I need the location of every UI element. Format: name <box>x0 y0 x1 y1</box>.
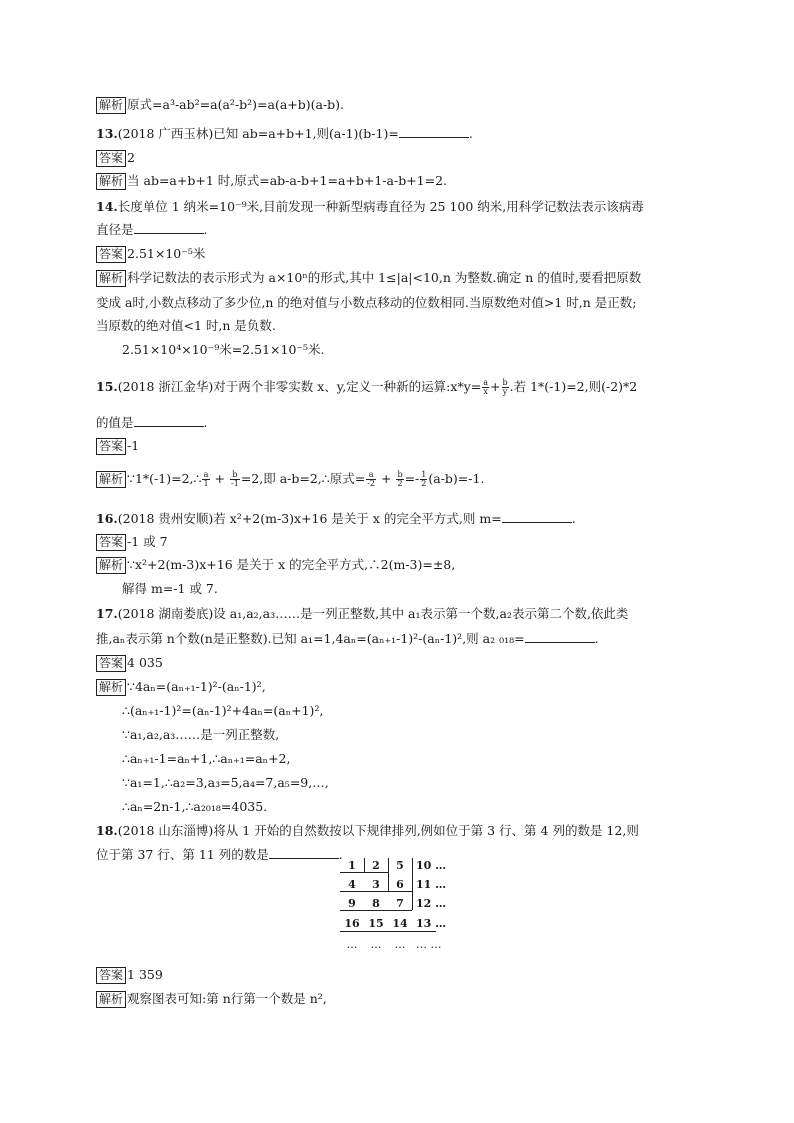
answer-blank <box>134 220 204 234</box>
analysis-text: 2.51×10⁴×10⁻⁹米=2.51×10⁻⁵米. <box>122 342 325 357</box>
answer-tag: 答案 <box>96 150 126 167</box>
denominator: 2 <box>421 479 427 488</box>
grid-cell: 1 <box>348 859 356 872</box>
analysis-17-line4 <box>122 750 291 768</box>
question-text: (2018 广西玉林)已知 ab=a+b+1,则(a-1)(b-1)= <box>117 126 399 141</box>
numerator: 1 <box>421 470 427 479</box>
question-text: 推,aₙ表示第 n个数(n是正整数).已知 a₁=1,4aₙ=(aₙ₊₁-1)²-(aₙ-1)²,则 a₂ ₀₁₈= <box>96 631 525 646</box>
grid-cell: 7 <box>396 897 404 910</box>
answer-16 <box>96 533 168 551</box>
numerator: a <box>366 471 376 480</box>
analysis-tag: 解析 <box>96 991 126 1008</box>
question-17 <box>96 605 628 623</box>
question-17-cont <box>96 629 599 648</box>
question-15 <box>96 378 637 396</box>
question-text: 直径是 <box>96 222 134 237</box>
grid-cell: 2 <box>372 859 380 872</box>
numerator: b <box>397 470 403 479</box>
equals-minus: =- <box>404 471 420 486</box>
analysis-text: 当 ab=a+b+1 时,原式=ab-a-b+1=a+b+1-a-b+1=2. <box>127 173 448 188</box>
answer-blank <box>134 413 204 427</box>
answer-text: 1 359 <box>127 967 163 982</box>
question-number: 18. <box>96 823 118 838</box>
period: . <box>338 847 343 862</box>
question-14 <box>96 198 644 216</box>
fraction <box>482 379 489 396</box>
question-number: 15. <box>96 379 118 394</box>
period: . <box>571 511 576 526</box>
grid-cell: … <box>394 938 406 951</box>
answer-blank <box>502 509 572 523</box>
number-spiral-figure <box>336 858 456 962</box>
denominator: 2 <box>397 479 403 488</box>
denominator: y <box>502 387 508 396</box>
analysis-17-line6 <box>122 798 267 816</box>
analysis-17-line3 <box>122 726 279 744</box>
fraction <box>396 471 403 488</box>
analysis-14-line2 <box>96 294 636 312</box>
analysis-18 <box>96 990 327 1008</box>
answer-tag: 答案 <box>96 246 126 263</box>
question-18-cont <box>96 845 343 864</box>
question-text: (2018 贵州安顺)若 x²+2(m-3)x+16 是关于 x 的完全平方式,则 m= <box>117 511 502 526</box>
answer-text: 2.51×10⁻⁵米 <box>127 246 206 261</box>
question-13 <box>96 124 473 143</box>
grid-cell: … <box>370 938 382 951</box>
numerator: b <box>502 378 508 387</box>
question-18 <box>96 822 639 840</box>
question-16 <box>96 509 576 528</box>
question-text: 位于第 37 行、第 11 列的数是 <box>96 847 269 862</box>
answer-17 <box>96 654 163 672</box>
fraction <box>202 471 209 488</box>
analysis-text: ∵1*(-1)=2,∴ <box>127 471 202 486</box>
question-text: (2018 浙江金华)对于两个非零实数 x、y,定义一种新的运算:x*y= <box>117 379 482 394</box>
analysis-tag: 解析 <box>96 270 126 287</box>
numerator: a <box>203 470 209 479</box>
analysis-tag: 解析 <box>96 471 126 488</box>
grid-cell: 12 … <box>416 897 447 910</box>
question-number: 13. <box>96 126 118 141</box>
analysis-15 <box>96 470 484 488</box>
fraction <box>420 471 427 488</box>
grid-cell: 10 … <box>416 859 447 872</box>
grid-cell: 4 <box>348 878 356 891</box>
question-number: 17. <box>96 606 118 621</box>
answer-13 <box>96 149 135 167</box>
analysis-text: 科学记数法的表示形式为 a×10ⁿ的形式,其中 1≤|a|<10,n 为整数.确定 n 的值时,要看把原数 <box>127 270 642 285</box>
analysis-14-line4 <box>122 341 324 359</box>
question-15-cont <box>96 413 208 432</box>
analysis-17 <box>96 678 266 696</box>
numerator: a <box>483 378 489 387</box>
period: . <box>468 126 473 141</box>
question-number: 16. <box>96 511 118 526</box>
grid-cell: 8 <box>372 897 380 910</box>
fraction <box>502 379 509 396</box>
answer-tag: 答案 <box>96 655 126 672</box>
answer-text: -1 或 7 <box>127 534 168 549</box>
analysis-text: 当原数的绝对值<1 时,n 是负数. <box>96 318 276 333</box>
plus-sign: + <box>214 471 226 486</box>
analysis-tag: 解析 <box>96 557 126 574</box>
analysis-text: 解得 m=-1 或 7. <box>122 581 218 596</box>
answer-tag: 答案 <box>96 967 126 984</box>
question-text: 的值是 <box>96 415 134 430</box>
equals-two: =2 <box>240 471 260 486</box>
grid-line <box>412 858 413 910</box>
analysis-text: ∵a₁,a₂,a₃……是一列正整数, <box>122 727 280 742</box>
analysis-14-line3 <box>96 317 276 335</box>
answer-blank <box>399 124 469 138</box>
denominator: -2 <box>367 479 375 488</box>
analysis-text: ∵a₁=1,∴a₂=3,a₃=5,a₄=7,a₅=9,…, <box>122 775 329 790</box>
grid-cell: 14 <box>392 917 408 930</box>
grid-cell: … <box>346 938 358 951</box>
analysis-text: ∴(aₙ₊₁-1)²=(aₙ-1)²+4aₙ=(aₙ+1)², <box>122 703 324 718</box>
period: . <box>203 222 208 237</box>
answer-text: 2 <box>127 150 135 165</box>
grid-cell: 13 … <box>416 917 447 930</box>
analysis-tag: 解析 <box>96 173 126 190</box>
question-text: 长度单位 1 纳米=10⁻⁹米,目前发现一种新型病毒直径为 25 100 纳米,用科学记数法表示该病毒 <box>117 199 644 214</box>
plus-sign: + <box>490 379 501 394</box>
question-text: (2018 山东淄博)将从 1 开始的自然数按以下规律排列,例如位于第 3 行、第 4 列的数是 12,则 <box>117 823 639 838</box>
denominator: x <box>483 387 488 396</box>
analysis-tag: 解析 <box>96 97 126 114</box>
analysis-text: ,即 a-b=2,∴原式= <box>259 471 366 486</box>
period: . <box>594 631 599 646</box>
period: . <box>203 415 208 430</box>
analysis-text: 观察图表可知:第 n行第一个数是 n², <box>127 991 327 1006</box>
grid-cell: 5 <box>396 859 404 872</box>
analysis-tag: 解析 <box>96 679 126 696</box>
plus-sign: + <box>380 471 392 486</box>
question-text: .若 1*(-1)=2,则(-2)*2 <box>509 379 638 394</box>
analysis-text: ∴aₙ₊₁-1=aₙ+1,∴aₙ₊₁=aₙ+2, <box>122 751 291 766</box>
analysis-14 <box>96 269 641 287</box>
grid-cell: 15 <box>368 917 384 930</box>
denominator: -1 <box>231 479 239 488</box>
analysis-16-line2 <box>122 580 218 598</box>
grid-cell: 11 … <box>416 878 447 891</box>
answer-18 <box>96 966 163 984</box>
answer-blank <box>269 845 339 859</box>
fraction <box>366 471 376 488</box>
analysis-line-12 <box>96 96 344 114</box>
analysis-text: ∵4aₙ=(aₙ₊₁-1)²-(aₙ-1)², <box>127 679 266 694</box>
answer-text: 4 035 <box>127 655 163 670</box>
answer-15 <box>96 437 139 455</box>
grid-line <box>340 931 436 932</box>
question-text: (2018 湖南娄底)设 a₁,a₂,a₃……是一列正整数,其中 a₁表示第一个数,a₂表示第二个数,依此类 <box>117 606 629 621</box>
grid-cell: 16 <box>344 917 360 930</box>
analysis-16 <box>96 556 455 574</box>
grid-cell: 6 <box>396 878 404 891</box>
denominator: 1 <box>203 479 209 488</box>
answer-tag: 答案 <box>96 534 126 551</box>
analysis-text: 变成 a时,小数点移动了多少位,n 的绝对值与小数点移动的位数相同.当原数绝对值>1 时,n 是正数; <box>96 295 637 310</box>
answer-tag: 答案 <box>96 438 126 455</box>
grid-cell: 3 <box>372 878 380 891</box>
fraction <box>230 471 240 488</box>
analysis-text: ∴aₙ=2n-1,∴a₂₀₁₈=4035. <box>122 799 268 814</box>
analysis-13 <box>96 172 447 190</box>
answer-text: -1 <box>127 438 140 453</box>
question-14-cont <box>96 220 208 239</box>
analysis-17-line2 <box>122 702 323 720</box>
analysis-text: (a-b)=-1. <box>428 471 485 486</box>
grid-cell: … … <box>416 938 442 951</box>
analysis-17-line5 <box>122 774 329 792</box>
answer-14 <box>96 245 205 263</box>
answer-blank <box>525 629 595 643</box>
analysis-text: ∵x²+2(m-3)x+16 是关于 x 的完全平方式,∴2(m-3)=±8, <box>127 557 456 572</box>
grid-cell: 9 <box>348 897 356 910</box>
question-number: 14. <box>96 199 118 214</box>
numerator: b <box>230 471 240 480</box>
analysis-text: 原式=a³-ab²=a(a²-b²)=a(a+b)(a-b). <box>127 97 345 112</box>
